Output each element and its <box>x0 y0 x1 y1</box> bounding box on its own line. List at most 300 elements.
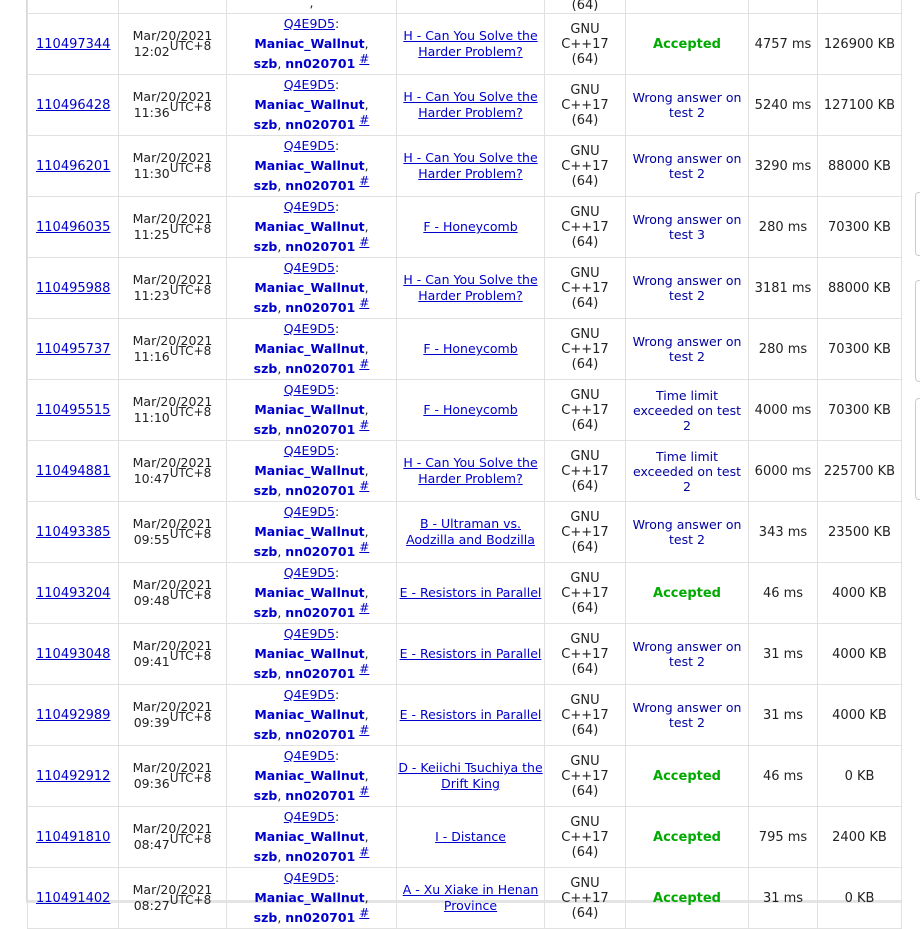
member-link[interactable]: Maniac_Wallnut <box>254 402 365 417</box>
submit-time: 11:23 <box>133 288 170 303</box>
verdict-text: test 2 <box>669 654 705 669</box>
lang-line: C++17 <box>561 829 609 845</box>
cell-lang <box>545 319 626 380</box>
lang-line: C++17 <box>561 524 609 540</box>
virtual-hash-link[interactable]: # <box>359 723 370 737</box>
timezone: UTC+8 <box>169 710 212 724</box>
verdict-text: Wrong answer on <box>632 273 742 288</box>
cell-id <box>28 14 119 75</box>
timezone: UTC+8 <box>169 649 212 663</box>
cell-when <box>119 685 227 746</box>
cell-time <box>749 197 818 258</box>
submit-date: Mar/20/2021 <box>132 821 213 836</box>
cell-problem <box>397 0 545 14</box>
cell-id <box>28 197 119 258</box>
verdict-text: Time limit <box>655 448 719 464</box>
member-link[interactable]: Maniac_Wallnut <box>254 36 365 51</box>
team-link[interactable]: Q4E9D5 <box>283 77 335 92</box>
lang-line: C++17 <box>561 890 609 906</box>
cell-memory <box>818 746 902 807</box>
submit-time: 11:10 <box>133 410 170 425</box>
cell-lang <box>545 807 626 868</box>
problem-link[interactable]: I - Distance <box>435 829 506 844</box>
cell-verdict <box>626 258 749 319</box>
member-link[interactable]: nn020701 <box>285 910 356 925</box>
lang-line: GNU <box>570 692 600 708</box>
problem-link[interactable]: F - Honeycomb <box>423 402 518 417</box>
member-link[interactable]: nn020701 <box>285 239 356 254</box>
cell-verdict <box>626 685 749 746</box>
submission-id-link[interactable]: 110497344 <box>36 36 111 52</box>
virtual-hash-link[interactable]: # <box>359 601 370 615</box>
lang-line: (64) <box>571 661 599 677</box>
memory-consumed: 126900 KB <box>823 36 896 52</box>
lang-line: GNU <box>570 448 600 464</box>
cell-when <box>119 380 227 441</box>
cell-when <box>119 746 227 807</box>
team-link[interactable]: Q4E9D5 <box>283 809 335 824</box>
cell-verdict <box>626 563 749 624</box>
cell-lang <box>545 197 626 258</box>
problem-link[interactable]: H - Can You Solve the Harder Problem? <box>403 150 538 181</box>
table-row <box>28 14 902 75</box>
cell-party: Q4E9D5: Maniac_Wallnut, szb, nn020701 # <box>227 685 397 746</box>
cell-party: Q4E9D5: Maniac_Wallnut, szb, nn020701 # <box>227 807 397 868</box>
member-link[interactable]: nn020701 <box>285 178 356 193</box>
party-tail: , <box>309 0 314 10</box>
cell-memory <box>818 441 902 502</box>
problem-link[interactable]: F - Honeycomb <box>423 219 518 234</box>
lang-line: (64) <box>571 173 599 189</box>
lang-line: (64) <box>571 600 599 616</box>
lang-line: (64) <box>571 295 599 311</box>
lang-line: C++17 <box>561 646 609 662</box>
timezone: UTC+8 <box>169 39 212 53</box>
cell-memory <box>818 868 902 929</box>
team-link[interactable]: Q4E9D5 <box>283 748 335 763</box>
cell-lang <box>545 502 626 563</box>
memory-consumed: 88000 KB <box>828 158 891 174</box>
cell-id <box>28 258 119 319</box>
member-link[interactable]: nn020701 <box>285 483 356 498</box>
member-link[interactable]: nn020701 <box>285 117 356 132</box>
team-link[interactable]: Q4E9D5 <box>283 687 335 702</box>
virtual-hash-link[interactable]: # <box>359 296 370 310</box>
verdict-text: Wrong answer on <box>632 639 742 654</box>
cell-party: Q4E9D5: Maniac_Wallnut, szb, nn020701 # <box>227 746 397 807</box>
lang-line: GNU <box>570 204 600 220</box>
table-row <box>28 868 902 929</box>
member-link[interactable]: nn020701 <box>285 849 356 864</box>
verdict-text: test 2 <box>669 105 705 120</box>
submit-date: Mar/20/2021 <box>132 577 213 592</box>
verdict-text: Wrong answer on <box>632 700 742 715</box>
table-row <box>28 258 902 319</box>
team-link[interactable]: Q4E9D5 <box>283 260 335 275</box>
timezone: UTC+8 <box>169 466 212 480</box>
memory-consumed: 225700 KB <box>823 463 896 479</box>
side-panel-edge <box>915 398 920 500</box>
virtual-hash-link[interactable]: # <box>359 662 370 676</box>
cell-party: Q4E9D5: Maniac_Wallnut, szb, nn020701 # <box>227 441 397 502</box>
member-link[interactable]: szb <box>253 178 278 193</box>
cell-lang <box>545 441 626 502</box>
cell-verdict <box>626 75 749 136</box>
member-link[interactable]: nn020701 <box>285 56 356 71</box>
memory-consumed: 70300 KB <box>828 219 891 235</box>
lang-line: GNU <box>570 875 600 891</box>
cell-problem <box>397 14 545 75</box>
member-link[interactable]: szb <box>253 849 278 864</box>
virtual-hash-link[interactable]: # <box>359 235 370 249</box>
table-row <box>28 685 902 746</box>
submission-id-link[interactable]: 110492912 <box>36 768 111 784</box>
cell-time <box>749 685 818 746</box>
memory-consumed: 127100 KB <box>823 97 896 113</box>
cell-party: Q4E9D5: Maniac_Wallnut, szb, nn020701 # <box>227 502 397 563</box>
cell-problem <box>397 868 545 929</box>
cell-lang <box>545 746 626 807</box>
cell-when <box>119 563 227 624</box>
lang-line: C++17 <box>561 585 609 601</box>
time-consumed: 343 ms <box>758 524 808 540</box>
cell-memory <box>818 624 902 685</box>
memory-consumed: 0 KB <box>844 890 875 906</box>
member-link[interactable]: Maniac_Wallnut <box>254 646 365 661</box>
lang-line: (64) <box>571 234 599 250</box>
problem-link[interactable]: E - Resistors in Parallel <box>399 585 542 600</box>
submit-date: Mar/20/2021 <box>132 28 213 43</box>
member-link[interactable]: Maniac_Wallnut <box>254 341 365 356</box>
timezone: UTC+8 <box>169 283 212 297</box>
member-link[interactable]: szb <box>253 666 278 681</box>
cell-id <box>28 136 119 197</box>
cell-id <box>28 75 119 136</box>
submission-id-link[interactable]: 110492989 <box>36 707 111 723</box>
submission-id-link[interactable]: 110496428 <box>36 97 111 113</box>
cell-memory <box>818 319 902 380</box>
virtual-hash-link[interactable]: # <box>359 357 370 371</box>
lang-line: GNU <box>570 753 600 769</box>
cell-time <box>749 319 818 380</box>
table-row <box>28 746 902 807</box>
lang-line: C++17 <box>561 341 609 357</box>
cell-problem <box>397 136 545 197</box>
lang-line: GNU <box>570 21 600 37</box>
member-link[interactable]: szb <box>253 788 278 803</box>
cell-id <box>28 0 119 14</box>
memory-consumed: 88000 KB <box>828 280 891 296</box>
cell-time <box>749 868 818 929</box>
problem-link[interactable]: E - Resistors in Parallel <box>399 707 542 722</box>
member-link[interactable]: nn020701 <box>285 544 356 559</box>
table-row <box>28 441 902 502</box>
problem-link[interactable]: H - Can You Solve the Harder Problem? <box>403 272 538 303</box>
member-link[interactable]: nn020701 <box>285 361 356 376</box>
memory-consumed: 2400 KB <box>832 829 887 845</box>
submit-date: Mar/20/2021 <box>132 760 213 775</box>
timezone: UTC+8 <box>169 161 212 175</box>
cell-lang <box>545 136 626 197</box>
cell-party: Q4E9D5: Maniac_Wallnut, szb, nn020701 # <box>227 197 397 258</box>
table-row <box>28 563 902 624</box>
virtual-hash-link[interactable]: # <box>359 174 370 188</box>
cell-party: Q4E9D5: Maniac_Wallnut, szb, nn020701 # <box>227 258 397 319</box>
submission-id-link[interactable]: 110496035 <box>36 219 111 235</box>
cell-id <box>28 624 119 685</box>
team-link[interactable]: Q4E9D5 <box>283 565 335 580</box>
cell-time <box>749 746 818 807</box>
verdict-text: Wrong answer on <box>632 334 742 349</box>
cell-memory <box>818 502 902 563</box>
submit-date: Mar/20/2021 <box>132 882 213 897</box>
timezone: UTC+8 <box>169 588 212 602</box>
member-link[interactable]: szb <box>253 605 278 620</box>
member-link[interactable]: Maniac_Wallnut <box>254 158 365 173</box>
memory-consumed: 0 KB <box>844 768 875 784</box>
submit-time: 11:25 <box>133 227 170 242</box>
timezone: UTC+8 <box>169 344 212 358</box>
cell-when <box>119 197 227 258</box>
member-link[interactable]: Maniac_Wallnut <box>254 97 365 112</box>
lang-line: C++17 <box>561 463 609 479</box>
problem-link[interactable]: H - Can You Solve the Harder Problem? <box>403 89 538 120</box>
member-link[interactable]: nn020701 <box>285 300 356 315</box>
cell-verdict <box>626 197 749 258</box>
lang-line: (64) <box>571 356 599 372</box>
team-link[interactable]: Q4E9D5 <box>283 199 335 214</box>
virtual-hash-link[interactable]: # <box>359 906 370 920</box>
submission-id-link[interactable]: 110491810 <box>36 829 111 845</box>
lang-line: GNU <box>570 814 600 830</box>
lang-line: (64) <box>571 112 599 128</box>
status-table-container <box>26 0 902 925</box>
verdict-text: 2 <box>683 417 691 433</box>
submit-time: 11:30 <box>133 166 170 181</box>
member-link[interactable]: Maniac_Wallnut <box>254 585 365 600</box>
table-row <box>28 624 902 685</box>
lang-line: (64) <box>571 478 599 494</box>
cell-verdict <box>626 0 749 14</box>
cell-time <box>749 75 818 136</box>
member-link[interactable]: Maniac_Wallnut <box>254 219 365 234</box>
lang-line: (64) <box>571 539 599 555</box>
member-link[interactable]: szb <box>253 117 278 132</box>
verdict-text: Wrong answer on <box>632 212 742 227</box>
problem-link[interactable]: H - Can You Solve the Harder Problem? <box>403 28 538 59</box>
lang-line: (64) <box>571 417 599 433</box>
lang-line: (64) <box>571 722 599 738</box>
member-link[interactable]: szb <box>253 361 278 376</box>
virtual-hash-link[interactable]: # <box>359 479 370 493</box>
virtual-hash-link[interactable]: # <box>359 113 370 127</box>
cell-when <box>119 136 227 197</box>
problem-link[interactable]: F - Honeycomb <box>423 341 518 356</box>
timezone: UTC+8 <box>169 527 212 541</box>
cell-time <box>749 380 818 441</box>
problem-link[interactable]: B - Ultraman vs. Aodzilla and Bodzilla <box>406 516 535 547</box>
member-link[interactable]: Maniac_Wallnut <box>254 707 365 722</box>
member-link[interactable]: szb <box>253 239 278 254</box>
memory-consumed: 70300 KB <box>828 341 891 357</box>
cell-lang <box>545 685 626 746</box>
memory-consumed: 4000 KB <box>832 707 887 723</box>
cell-when <box>119 319 227 380</box>
team-link[interactable]: Q4E9D5 <box>283 321 335 336</box>
cell-when <box>119 624 227 685</box>
virtual-hash-link[interactable]: # <box>359 845 370 859</box>
cell-id <box>28 746 119 807</box>
cell-time <box>749 14 818 75</box>
member-link[interactable]: nn020701 <box>285 788 356 803</box>
lang-line: GNU <box>570 82 600 98</box>
team-link[interactable]: Q4E9D5 <box>283 870 335 885</box>
submit-date: Mar/20/2021 <box>132 638 213 653</box>
cell-time <box>749 136 818 197</box>
lang-line: C++17 <box>561 219 609 235</box>
cell-verdict <box>626 319 749 380</box>
lang-line: GNU <box>570 326 600 342</box>
lang-line: GNU <box>570 509 600 525</box>
time-consumed: 4000 ms <box>754 402 812 418</box>
problem-link[interactable]: H - Can You Solve the Harder Problem? <box>403 455 538 486</box>
verdict-text: test 2 <box>669 288 705 303</box>
member-link[interactable]: Maniac_Wallnut <box>254 890 365 905</box>
cell-problem <box>397 380 545 441</box>
submission-id-link[interactable]: 110495988 <box>36 280 111 296</box>
team-link[interactable]: Q4E9D5 <box>283 626 335 641</box>
virtual-hash-link[interactable]: # <box>359 418 370 432</box>
submit-date: Mar/20/2021 <box>132 211 213 226</box>
member-link[interactable]: nn020701 <box>285 422 356 437</box>
submission-id-link[interactable]: 110495737 <box>36 341 111 357</box>
timezone: UTC+8 <box>169 222 212 236</box>
member-link[interactable]: Maniac_Wallnut <box>254 524 365 539</box>
submission-id-link[interactable]: 110493048 <box>36 646 111 662</box>
lang-line: C++17 <box>561 280 609 296</box>
virtual-hash-link[interactable]: # <box>359 784 370 798</box>
member-link[interactable]: nn020701 <box>285 605 356 620</box>
problem-link[interactable]: A - Xu Xiake in Henan Province <box>402 882 539 913</box>
cell-time <box>749 624 818 685</box>
time-consumed: 795 ms <box>758 829 808 845</box>
cell-problem <box>397 563 545 624</box>
cell-memory <box>818 197 902 258</box>
member-link[interactable]: Maniac_Wallnut <box>254 829 365 844</box>
lang-line: GNU <box>570 143 600 159</box>
submission-id-link[interactable]: 110493385 <box>36 524 111 540</box>
virtual-hash-link[interactable]: # <box>359 540 370 554</box>
cell-party: Q4E9D5: Maniac_Wallnut, szb, nn020701 # <box>227 868 397 929</box>
lang-line: GNU <box>570 570 600 586</box>
cell-problem <box>397 685 545 746</box>
cell-problem <box>397 502 545 563</box>
team-link[interactable]: Q4E9D5 <box>283 504 335 519</box>
verdict-text: test 2 <box>669 166 705 181</box>
member-link[interactable]: Maniac_Wallnut <box>254 463 365 478</box>
verdict-text: exceeded on test <box>633 463 741 479</box>
time-consumed: 3181 ms <box>754 280 812 296</box>
cell-verdict <box>626 502 749 563</box>
submit-date: Mar/20/2021 <box>132 516 213 531</box>
team-link[interactable]: Q4E9D5 <box>283 443 335 458</box>
cell-time <box>749 807 818 868</box>
verdict-text: test 2 <box>669 715 705 730</box>
side-panel-edge <box>915 280 920 382</box>
lang-line: (64) <box>571 783 599 799</box>
submit-date: Mar/20/2021 <box>132 699 213 714</box>
cell-lang <box>545 868 626 929</box>
lang-line: C++17 <box>561 97 609 113</box>
team-link[interactable]: Q4E9D5 <box>283 16 335 31</box>
cell-verdict <box>626 868 749 929</box>
table-row <box>28 380 902 441</box>
virtual-hash-link[interactable]: # <box>359 52 370 66</box>
verdict-text: Wrong answer on <box>632 151 742 166</box>
submission-id-link[interactable]: 110496201 <box>36 158 111 174</box>
cell-party: Q4E9D5: Maniac_Wallnut, szb, nn020701 # <box>227 563 397 624</box>
member-link[interactable]: szb <box>253 422 278 437</box>
submit-time: 09:36 <box>133 776 170 791</box>
time-consumed: 4757 ms <box>754 36 812 52</box>
verdict-text: test 3 <box>669 227 705 242</box>
member-link[interactable]: szb <box>253 910 278 925</box>
submission-id-link[interactable]: 110493204 <box>36 585 111 601</box>
cell-time <box>749 502 818 563</box>
time-consumed: 280 ms <box>758 219 808 235</box>
cell-verdict <box>626 624 749 685</box>
member-link[interactable]: szb <box>253 727 278 742</box>
timezone: UTC+8 <box>169 771 212 785</box>
submission-id-link[interactable]: 110494881 <box>36 463 111 479</box>
submissions-table <box>27 0 902 929</box>
problem-link[interactable]: E - Resistors in Parallel <box>399 646 542 661</box>
cell-lang <box>545 14 626 75</box>
cell-party: Q4E9D5: Maniac_Wallnut, szb, nn020701 # <box>227 75 397 136</box>
timezone: UTC+8 <box>169 405 212 419</box>
problem-link[interactable]: D - Keiichi Tsuchiya the Drift King <box>398 760 543 791</box>
submission-id-link[interactable]: 110491402 <box>36 890 111 906</box>
verdict-accepted: Accepted <box>653 890 721 906</box>
cell-time <box>749 0 818 14</box>
table-row <box>28 502 902 563</box>
verdict-text: Time limit <box>655 387 719 403</box>
lang-line: C++17 <box>561 158 609 174</box>
team-link[interactable]: Q4E9D5 <box>283 138 335 153</box>
cell-id <box>28 807 119 868</box>
cell-id <box>28 380 119 441</box>
member-link[interactable]: Maniac_Wallnut <box>254 280 365 295</box>
submit-time: 09:48 <box>133 593 170 608</box>
cell-memory <box>818 258 902 319</box>
submit-time: 10:47 <box>133 471 170 486</box>
member-link[interactable]: Maniac_Wallnut <box>254 768 365 783</box>
member-link[interactable]: szb <box>253 483 278 498</box>
team-link[interactable]: Q4E9D5 <box>283 382 335 397</box>
verdict-accepted: Accepted <box>653 829 721 845</box>
timezone: UTC+8 <box>169 893 212 907</box>
cell-verdict <box>626 746 749 807</box>
member-link[interactable]: szb <box>253 300 278 315</box>
member-link[interactable]: nn020701 <box>285 666 356 681</box>
submission-id-link[interactable]: 110495515 <box>36 402 111 418</box>
timezone: UTC+8 <box>169 100 212 114</box>
submit-date: Mar/20/2021 <box>132 150 213 165</box>
cell-id <box>28 563 119 624</box>
member-link[interactable]: nn020701 <box>285 727 356 742</box>
member-link[interactable]: szb <box>253 56 278 71</box>
member-link[interactable]: szb <box>253 544 278 559</box>
